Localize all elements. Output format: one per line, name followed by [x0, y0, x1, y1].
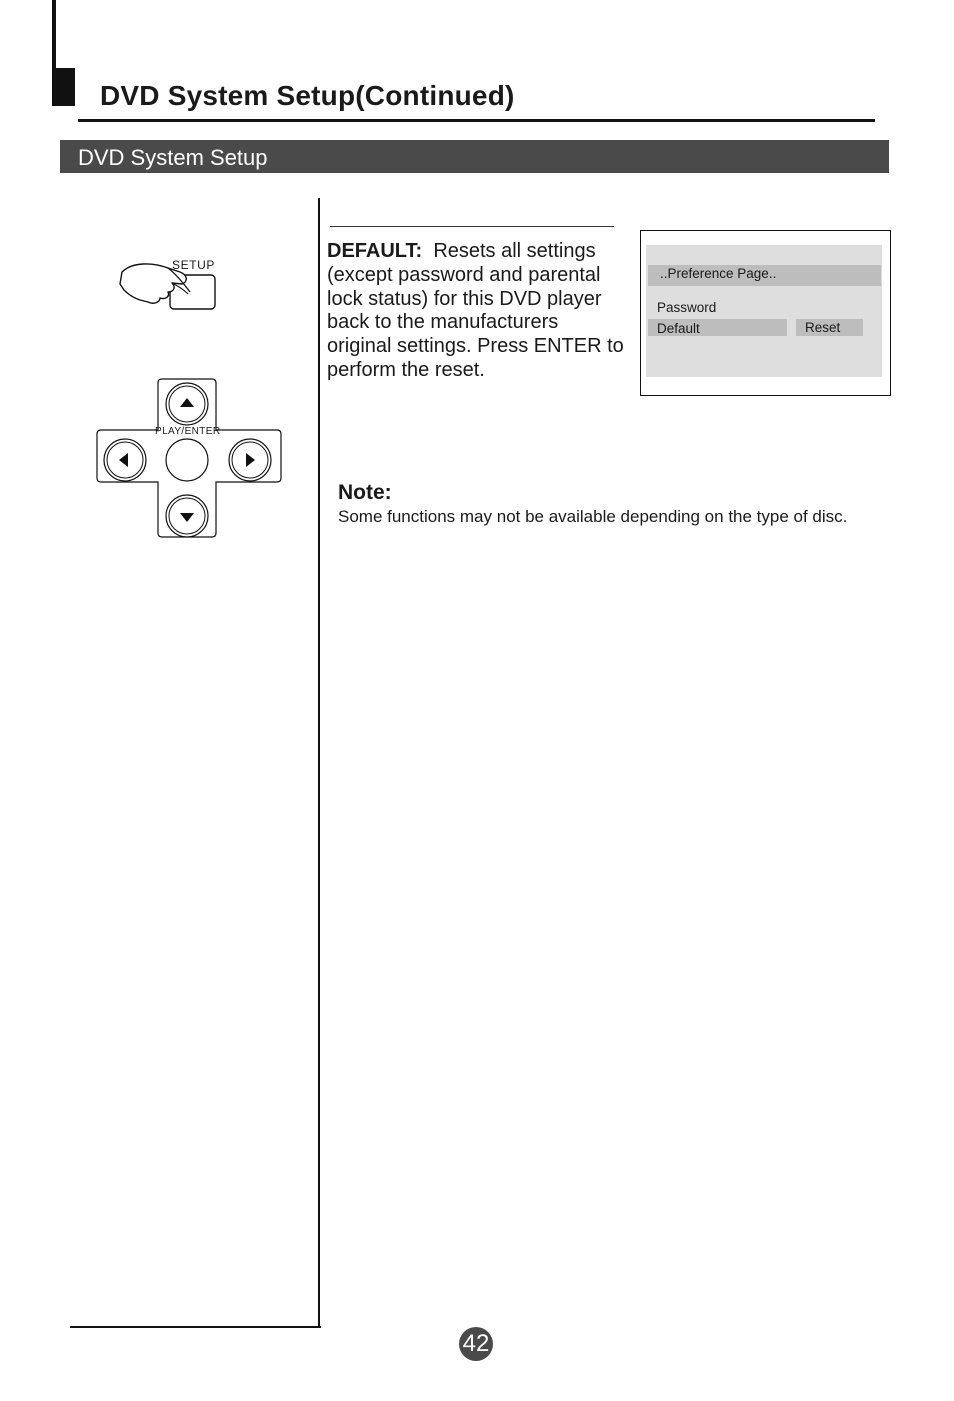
osd-item-default: Default: [657, 321, 700, 336]
enter-button-icon: [166, 439, 208, 481]
default-term: DEFAULT:: [327, 240, 423, 262]
page-number-badge: 42: [459, 1327, 493, 1361]
column-divider: [318, 198, 320, 1328]
setup-button-label: SETUP: [172, 258, 216, 272]
down-arrow-icon: [166, 495, 208, 537]
header-accent-line: [52, 0, 56, 70]
header-accent-block: [52, 68, 75, 106]
section-banner: [60, 140, 889, 173]
note-body: Some functions may not be available depending on the type of disc.: [338, 507, 848, 526]
up-arrow-icon: [166, 383, 208, 425]
bottom-rule: [70, 1326, 321, 1328]
dpad-remote-icon: [94, 376, 284, 540]
play-enter-label: PLAY/ENTER: [155, 426, 221, 437]
note-heading: Note:: [338, 481, 392, 504]
section-title: DVD System Setup: [78, 145, 268, 170]
left-arrow-icon: [104, 439, 146, 481]
osd-item-password: Password: [657, 300, 717, 315]
default-description: [327, 240, 627, 383]
default-description-text: Resets all settings (except password and parental lock status) for this DVD player back to the manufacturers original settings. Press ENTER to perform the reset.: [327, 240, 624, 381]
osd-header-label: ..Preference Page..: [660, 266, 777, 281]
title-underline: [78, 119, 875, 122]
page-title: DVD System Setup(Continued): [100, 80, 515, 111]
content-rule: [330, 226, 614, 227]
osd-option-reset: Reset: [805, 320, 841, 335]
right-arrow-icon: [229, 439, 271, 481]
